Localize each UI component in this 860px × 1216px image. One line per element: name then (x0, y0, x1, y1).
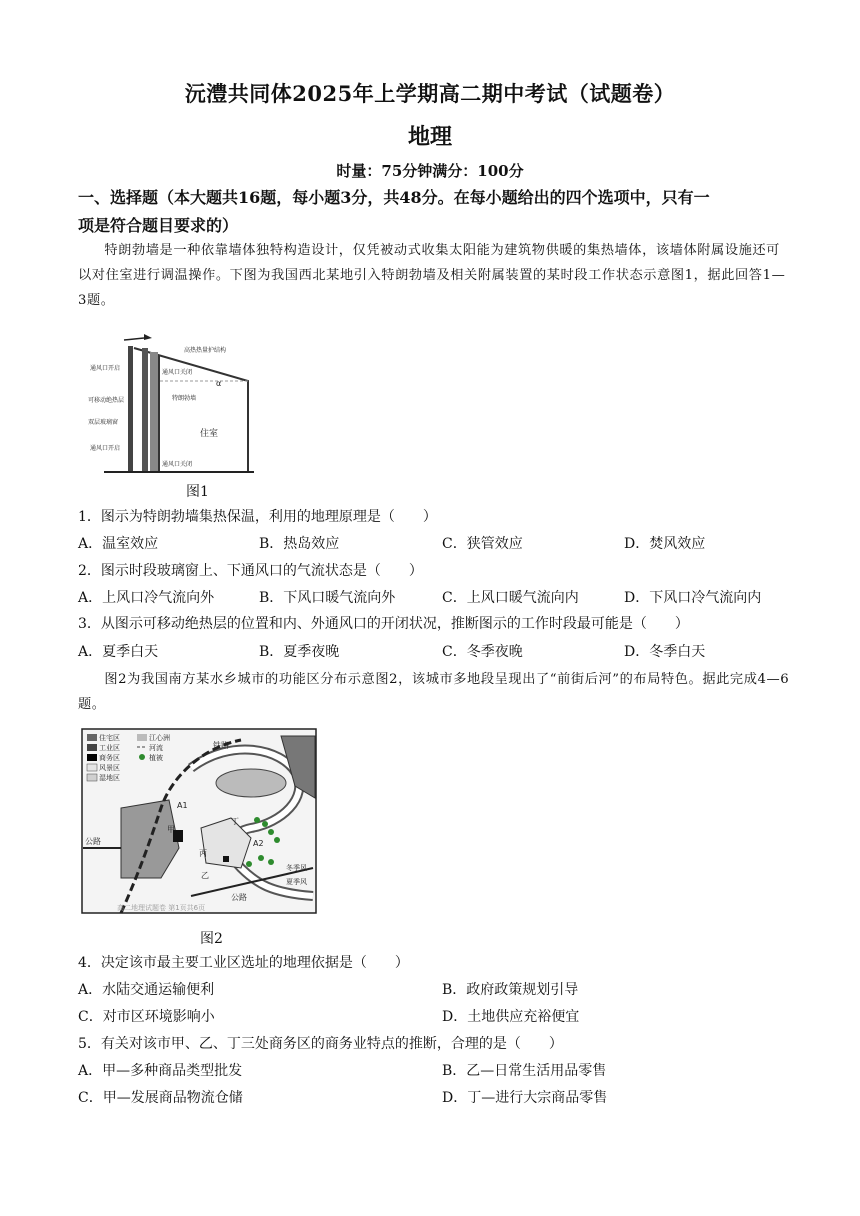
figure-2-map (81, 728, 317, 914)
q5-option-c: C．甲—发展商品物流仓储 (78, 1090, 243, 1106)
q1-option-d: D．焚风效应 (624, 536, 706, 552)
legend-residential: 住宅区 (99, 734, 120, 742)
q3-option-a: A．夏季白天 (78, 644, 159, 660)
question-2-stem: 2．图示时段玻璃窗上、下通风口的气流状态是（ ） (78, 563, 423, 579)
q3-option-c: C．冬季夜晚 (442, 644, 523, 660)
legend-business: 商务区 (99, 754, 120, 762)
question-4-stem: 4．决定该市最主要工业区选址的地理依据是（ ） (78, 955, 409, 971)
q1-option-b: B．热岛效应 (259, 536, 340, 552)
q4-option-b: B．政府政策规划引导 (442, 982, 579, 998)
question-3-stem: 3．从图示可移动绝热层的位置和内、外通风口的开闭状况，推断图示的工作时段最可能是（ ） (78, 616, 689, 632)
exam-title: 沅澧共同体2025年上学期高二期中考试（试题卷） (184, 81, 676, 106)
section-heading (78, 184, 798, 240)
fig1-label-vent-open-bottom: 通风口开启 (90, 445, 121, 452)
section-heading-line1: 一、选择题（本大题共16题，每小题3分，共48分。在每小题给出的四个选项中，只有一 (78, 188, 710, 207)
fig1-label-vent-closed-top: 通风口关闭 (162, 369, 193, 376)
q1-option-c: C．狭管效应 (442, 536, 523, 552)
q4-option-c: C．对市区环境影响小 (78, 1009, 215, 1025)
q4-option-a: A．水陆交通运输便利 (78, 982, 215, 998)
legend-island: 江心洲 (149, 734, 170, 742)
subject-title: 地理 (407, 124, 452, 150)
section-heading-line2: 项是符合题目要求的） (78, 216, 239, 235)
legend-vegetation: 植被 (149, 754, 163, 762)
q2-option-d: D．下风口冷气流向内 (624, 590, 762, 606)
q2-option-c: C．上风口暖气流向内 (442, 590, 579, 606)
legend-scenic: 风景区 (99, 764, 120, 772)
passage-1: 特朗勃墙是一种依靠墙体独特构造设计，仅凭被动式收集太阳能为建筑物供暖的集热墙体，该墙体附属设施还可以对住室进行调温操作。下图为我国西北某地引入特朗勃墙及相关附属装置的某时段工作状态示意图1，据此回答1—3题。 (78, 243, 786, 308)
q3-option-d: D．冬季白天 (624, 644, 706, 660)
map-label-winter-wind: 冬季风 (286, 864, 307, 872)
legend-river: 河流 (149, 744, 163, 752)
legend-wetland: 湿地区 (99, 774, 120, 782)
fig1-label-vent-open-top: 通风口开启 (90, 365, 121, 372)
fig1-label-glass: 双层玻璃窗 (88, 419, 119, 426)
fig1-label-wall: 特朗勃墙 (172, 395, 197, 402)
figure-1-diagram (84, 326, 266, 476)
map-label-road-2: 公路 (231, 893, 247, 902)
q1-option-a: A．温室效应 (78, 536, 159, 552)
legend-industrial: 工业区 (99, 744, 120, 752)
question-5-stem: 5．有关对该市甲、乙、丁三处商务区的商务业特点的推断，合理的是（ ） (78, 1036, 563, 1052)
q5-option-b: B．乙—日常生活用品零售 (442, 1063, 607, 1079)
q2-option-b: B．下风口暖气流向外 (259, 590, 396, 606)
q5-option-d: D．丁—进行大宗商品零售 (442, 1090, 608, 1106)
map-label-bing: 丙 (199, 849, 207, 858)
fig1-label-room: 住室 (200, 429, 219, 439)
q5-option-a: A．甲—多种商品类型批发 (78, 1063, 243, 1079)
time-info: 时量：75分钟满分：100分 (336, 162, 524, 180)
figure-1-caption: 图1 (186, 484, 209, 500)
map-label-road-1: 公路 (85, 837, 101, 846)
map-label-ding: 丁 (231, 817, 239, 826)
figure-2-caption: 图2 (200, 931, 223, 947)
fig1-label-vent-closed-bottom: 通风口关闭 (162, 461, 193, 468)
map-label-railway: 铁路 (213, 741, 229, 750)
passage-2: 图2为我国南方某水乡城市的功能区分布示意图2，该城市多地段呈现出了“前街后河”的布局特色。据此完成4—6题。 (78, 672, 790, 712)
map-label-a2: A2 (253, 839, 264, 848)
map-footer-text: 高二地理试题卷 第1页共6页 (117, 904, 206, 912)
map-label-a1: A1 (177, 801, 188, 810)
q3-option-b: B．夏季夜晚 (259, 644, 340, 660)
question-1-stem: 1．图示为特朗勃墙集热保温，利用的地理原理是（ ） (78, 509, 437, 525)
fig1-label-alpha: α (216, 379, 222, 388)
map-label-summer-wind: 夏季风 (286, 878, 307, 886)
fig1-label-top: 高热热量护结构 (184, 347, 227, 354)
q4-option-d: D．土地供应充裕便宜 (442, 1009, 580, 1025)
fig1-label-movable: 可移动绝热层 (88, 397, 125, 404)
q2-option-a: A．上风口冷气流向外 (78, 590, 215, 606)
map-label-yi: 乙 (201, 871, 209, 880)
map-label-jia: 甲 (167, 825, 175, 834)
